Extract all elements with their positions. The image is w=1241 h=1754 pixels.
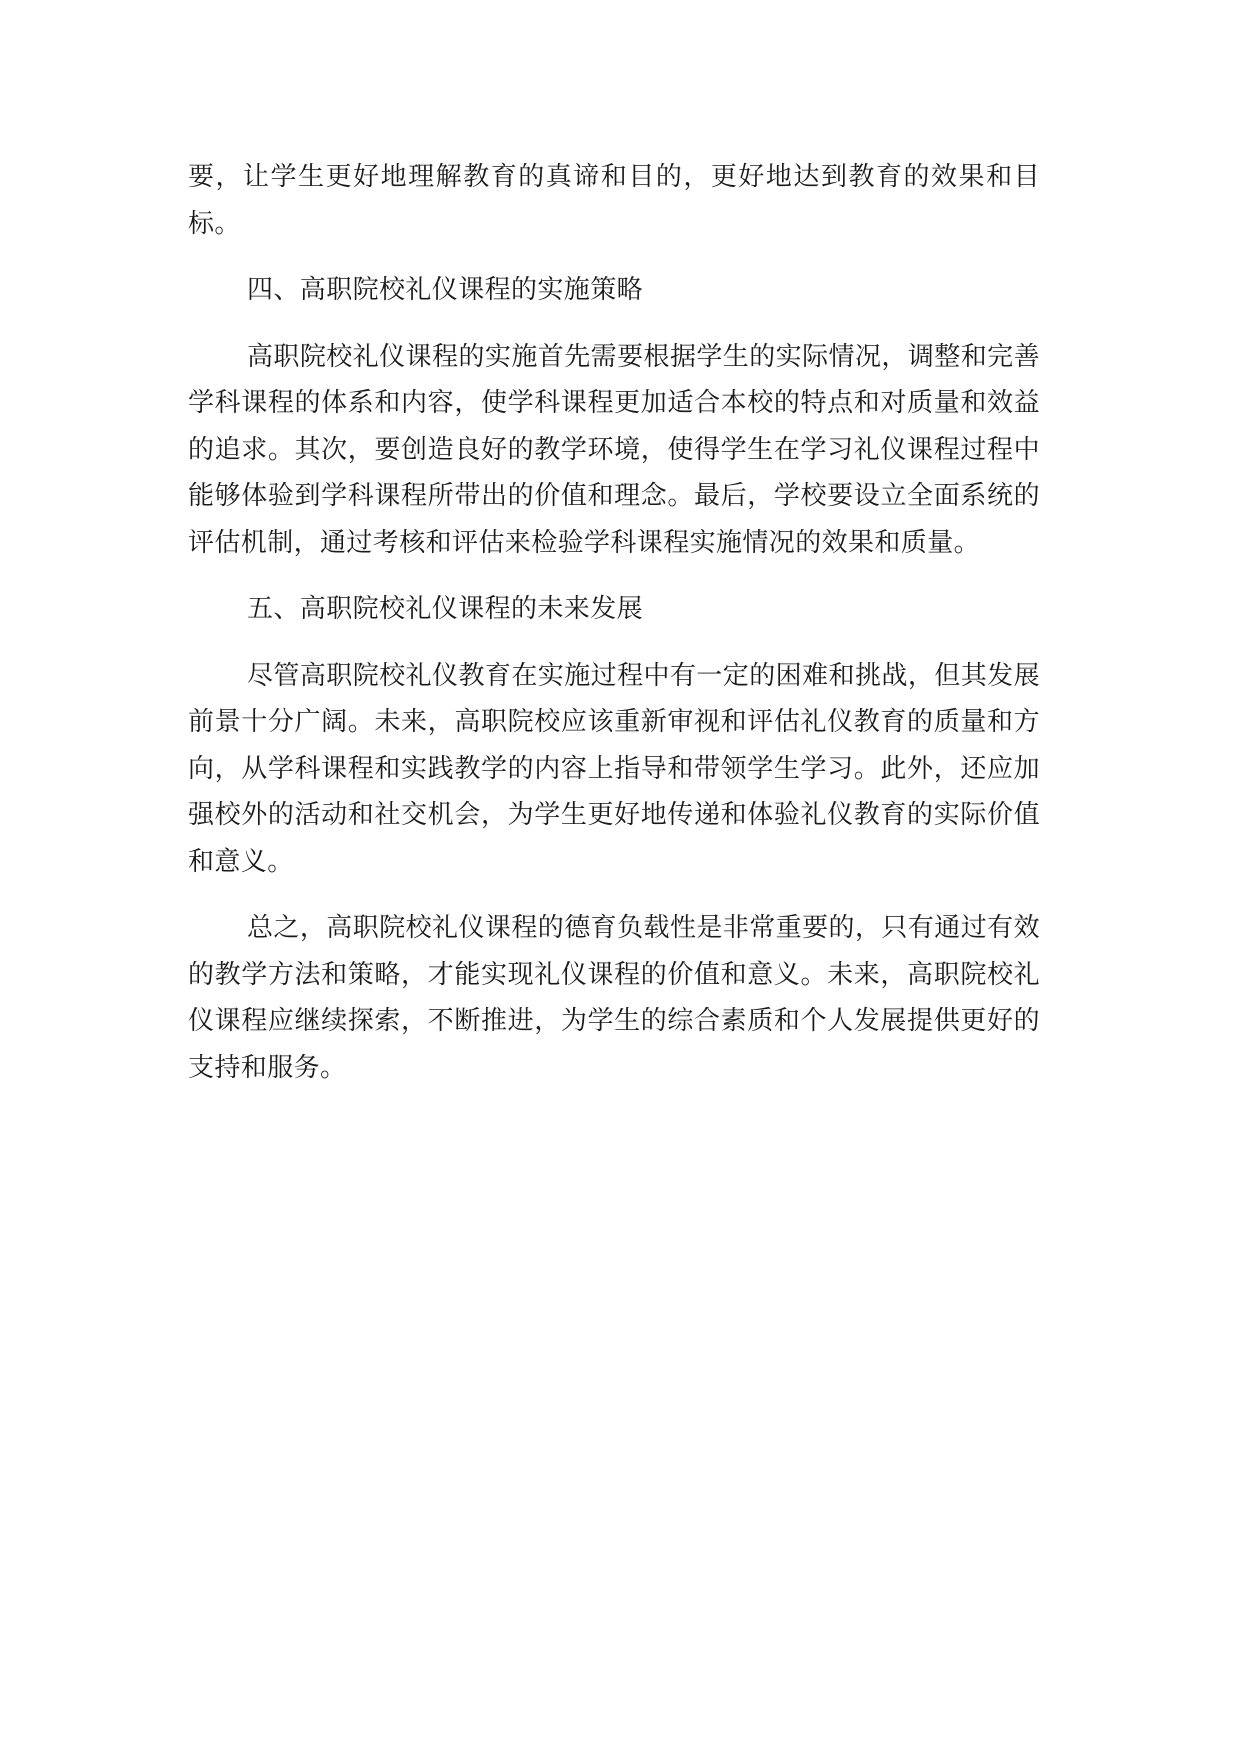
section-4-heading: 四、高职院校礼仪课程的实施策略	[247, 275, 644, 305]
document-body	[188, 154, 1040, 1111]
section-5-heading: 五、高职院校礼仪课程的未来发展	[247, 594, 644, 624]
section-4-paragraph: 高职院校礼仪课程的实施首先需要根据学生的实际情况，调整和完善学科课程的体系和内容，使学科课程更加适合本校的特点和对质量和效益的追求。其次，要创造良好的教学环境，使得学生在学习礼仪课程过程中能够体验到学科课程所带出的价值和理念。最后，学校要设立全面系统的评估机制，通过考核和评估来检验学科课程实施情况的效果和质量。	[188, 341, 1040, 558]
section-5-paragraph: 尽管高职院校礼仪教育在实施过程中有一定的困难和挑战，但其发展前景十分广阔。未来，高职院校应该重新审视和评估礼仪教育的质量和方向，从学科课程和实践教学的内容上指导和带领学生学习。此外，还应加强校外的活动和社交机会，为学生更好地传递和体验礼仪教育的实际价值和意义。	[188, 660, 1040, 877]
continuation-paragraph: 要，让学生更好地理解教育的真谛和目的，更好地达到教育的效果和目标。	[188, 162, 1040, 239]
conclusion-paragraph: 总之，高职院校礼仪课程的德育负载性是非常重要的，只有通过有效的教学方法和策略，才能实现礼仪课程的价值和意义。未来，高职院校礼仪课程应继续探索，不断推进，为学生的综合素质和个人发展提供更好的支持和服务。	[188, 913, 1040, 1083]
